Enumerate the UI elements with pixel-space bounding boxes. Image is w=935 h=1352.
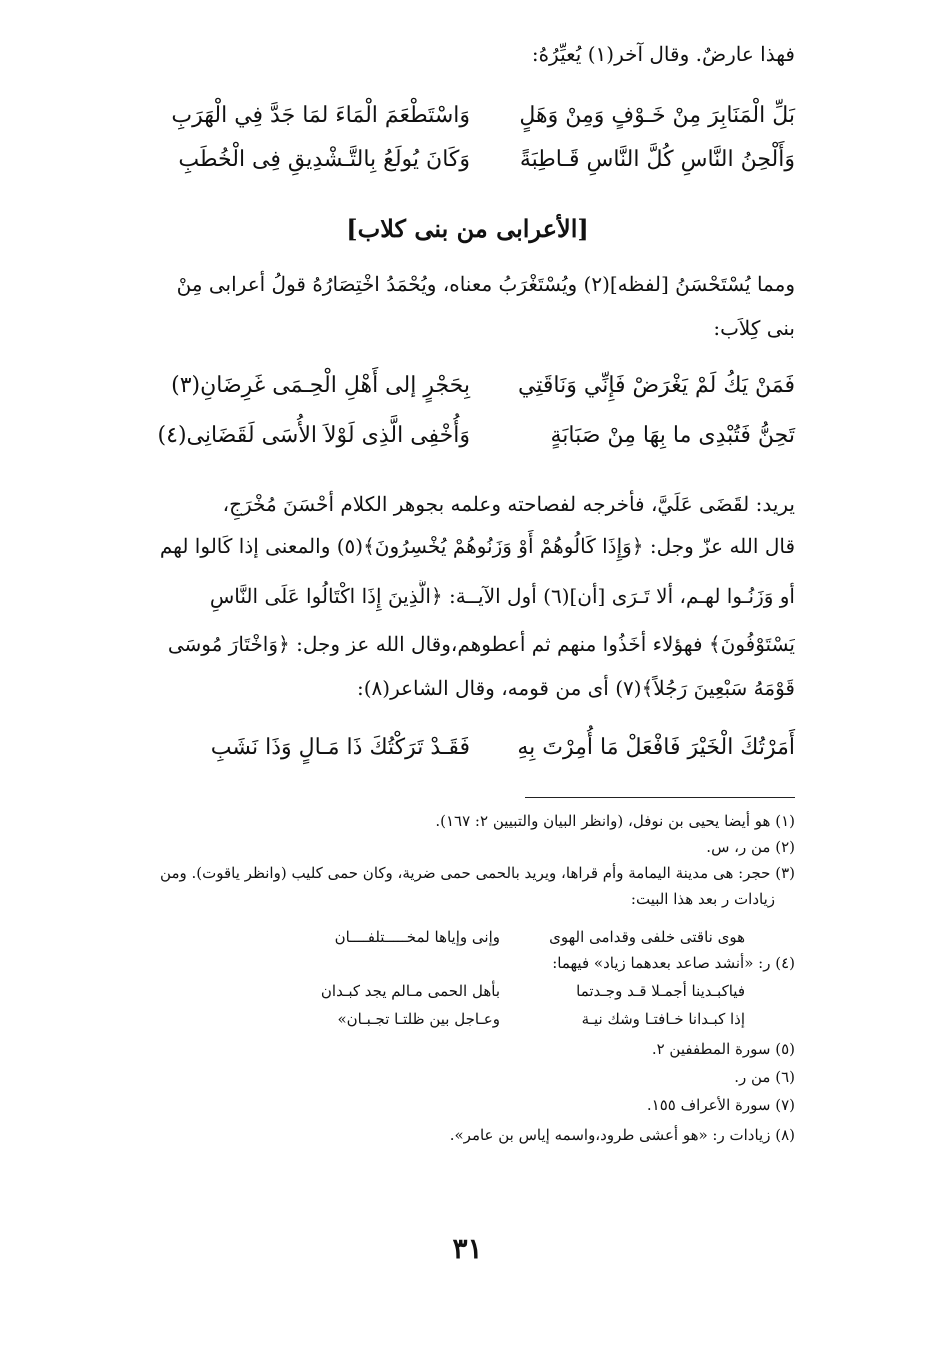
- footnote-4-verse-2-second: وعـاجل بين ظلتـا تجـبـان»: [337, 1010, 500, 1028]
- verse-3-second-hemistich: بِحَجْرٍ إلى أَهْلِ الْحِـمَى غَرِضَانِ(٣): [171, 373, 470, 398]
- footnote-3-verse-second: وإنى وإياها لمخـــــتلفــــان: [334, 928, 500, 946]
- footnote-4-verse-2-first: إذا كبـدانا خـافتـا وشك نيـة: [581, 1010, 745, 1028]
- verse-4-first-hemistich: تَحِنُّ فَتُبْدِى ما بِهَا مِنْ صَبَابَةٍ: [550, 423, 795, 448]
- paragraph-1-line-1: ومما يُسْتَحْسَنُ [لفظه](٢) ويُسْتَغْرَبُ معناه، ويُحْمَدُ اخْتِصَارُهُ قولُ أعرابى مِنْ: [176, 272, 795, 296]
- paragraph-2-line-4: يَسْتَوْفُونَ﴾ فهؤلاء أخَذُوا منهم ثم أعطوهم،وقال الله عز وجل: ﴿وَاخْتَارَ مُوسَى: [167, 632, 795, 656]
- footnote-3-line-1: (٣) حجر: هى مدينة اليمامة وأم قراها، ويريد بالحمى حمى ضرية، وكان حمى كليب (وانظر ياقوت). ومن: [160, 864, 795, 882]
- footnote-3-line-2: زيادات ر بعد هذا البيت:: [630, 890, 775, 908]
- verse-1-second-hemistich: وَاسْتَطْعَمَ الْمَاءَ لمَا جَدَّ فِي الْهَرَبِ: [171, 103, 470, 128]
- footnote-7: (٧) سورة الأعراف ١٥٥.: [646, 1096, 795, 1114]
- verse-1-first-hemistich: بَلِّ الْمَنَابِرَ مِنْ خَـوْفٍ وَمِنْ وَهَلٍ: [519, 103, 795, 128]
- footnote-4-verse-1-first: فياكبـدينا أجمـلا قـد وجـدتما: [576, 982, 745, 1000]
- footnote-2: (٢) من ر، س.: [706, 838, 795, 856]
- footnote-4: (٤) ر: «أنشد صاعد بعدهما زياد» فيهما:: [552, 954, 795, 972]
- intro-line: فهذا عارضٌ. وقال آخر(١) يُعيِّرُهُ:: [531, 42, 795, 66]
- page-number: ٣١: [452, 1232, 483, 1265]
- footnote-separator: [525, 797, 795, 798]
- verse-5-first-hemistich: أَمَرْتُكَ الْخَيْرَ فَافْعَلْ مَا أُمِرْتَ بِهِ: [517, 735, 795, 760]
- section-heading: [الأعرابى من بنى كلاب]: [346, 214, 589, 243]
- verse-4-second-hemistich: وَأُخْفِى الَّذِى لَوْلاَ الأُسَى لَقَضَانِى(٤): [157, 423, 470, 448]
- verse-2-first-hemistich: وَأَلْحِنُ النَّاسِ كُلَّ النَّاسِ قَـاطِبَةً: [519, 147, 795, 172]
- footnote-8: (٨) زيادات ر: «هو أعشى طرود،واسمه إياس بن عامر».: [449, 1126, 795, 1144]
- footnote-3-verse-first: هوى ناقتى خلفى وقدامى الهوى: [549, 928, 745, 946]
- verse-2-second-hemistich: وَكَانَ يُولَعُ بِالتَّـشْدِيقِ فِى الْخُطَبِ: [178, 147, 470, 172]
- footnote-1: (١) هو أيضا يحيى بن نوفل، (وانظر البيان والتبيين ٢: ١٦٧).: [435, 812, 795, 830]
- verse-3-first-hemistich: فَمَنْ يَكُ لَمْ يَغْرَضْ فَإِنِّي وَنَاقَتِي: [517, 373, 795, 398]
- verse-5-second-hemistich: فَقَـدْ تَرَكْتُكَ ذَا مَـالٍ وَذَا نَشَبِ: [210, 735, 470, 760]
- footnote-4-verse-1-second: بأهل الحمى مـالم يجد كبـدان: [320, 982, 500, 1000]
- paragraph-2-line-1: يريد: لقَضَى عَلَيَّ، فأخرجه لفصاحته وعلمه بجوهر الكلام أحْسَنَ مُخْرَجٍ،: [222, 492, 795, 516]
- footnote-5: (٥) سورة المطففين ٢.: [651, 1040, 795, 1058]
- footnote-6: (٦) من ر.: [734, 1068, 795, 1086]
- paragraph-2-line-3: أو وَزَنُـوا لهـم، ألا تَـرَى [أن](٦) أول الآيــة: ﴿الَّذِينَ إِذَا اكْتَالُوا عَلَى النَّاسِ: [209, 584, 795, 608]
- paragraph-1-line-2: بنى كِلاَب:: [713, 316, 795, 340]
- paragraph-2-line-2: قال الله عزّ وجل: ﴿وَإِذَا كَالُوهُمْ أَوْ وَزَنُوهُمْ يُخْسِرُونَ﴾(٥) والمعنى إذا كَالوا لهم: [159, 534, 795, 558]
- paragraph-2-line-5: قَوْمَهُ سَبْعِينَ رَجُلاً﴾(٧) أى من قومه، وقال الشاعر(٨):: [356, 676, 795, 700]
